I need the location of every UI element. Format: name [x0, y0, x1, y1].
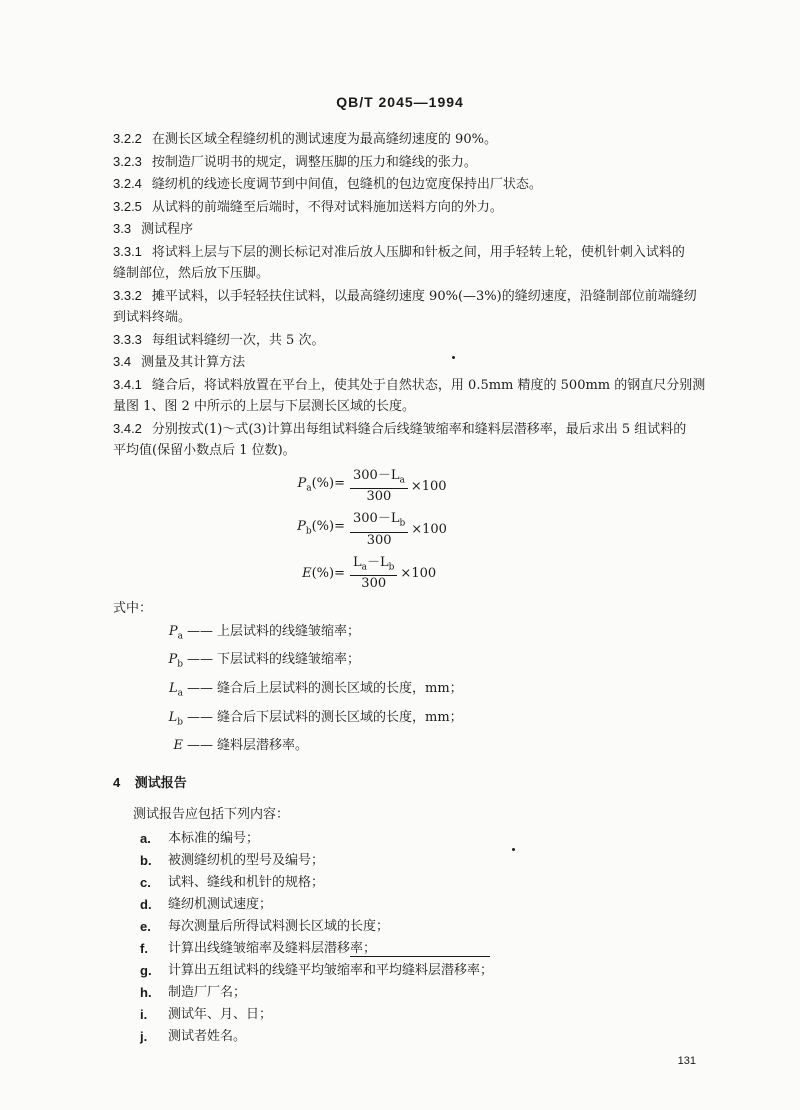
formula-denominator: 300 — [366, 489, 392, 505]
clause-text: 按制造厂说明书的规定，调整压脚的压力和缝线的张力。 — [151, 154, 477, 170]
report-intro: 测试报告应包括下列内容： — [133, 806, 290, 822]
formula-symbol: E — [302, 565, 312, 581]
formula-lhs — [113, 563, 347, 585]
item-label: a. — [140, 830, 151, 846]
numerator-text: 300－L — [353, 467, 400, 483]
definition-text: 上层试料的线缝皱缩率； — [217, 623, 361, 639]
formula-fraction — [350, 555, 397, 593]
definition-dash: —— — [187, 652, 213, 668]
clause-text: 分别按式(1)～式(3)计算出每组试料缝合后线缝皱缩率和缝料层潜移率，最后求出 5 组试料的 — [151, 421, 687, 437]
clause-line — [113, 128, 745, 151]
clause-text: 每组试料缝纫一次，共 5 次。 — [151, 332, 325, 348]
item-label: c. — [140, 874, 151, 890]
item-label: e. — [140, 918, 151, 934]
document-body — [113, 128, 745, 1048]
clause-number: 3.3.3 — [113, 331, 142, 347]
formula-row — [113, 511, 745, 549]
formula-numerator — [350, 511, 408, 533]
formula-tail: ×100 — [411, 522, 447, 538]
section-heading — [113, 772, 745, 794]
clause-continuation: 到试料终端。 — [113, 310, 192, 325]
clause-number: 3.2.3 — [113, 153, 142, 169]
formula-unit: (%)= — [311, 475, 345, 491]
symbol-letter: L — [168, 709, 178, 725]
list-item — [113, 850, 745, 872]
clause-number: 3.4.2 — [113, 420, 142, 436]
clause-line — [113, 374, 745, 397]
definition-text: 缝合后上层试料的测长区域的长度，mm； — [217, 680, 463, 696]
item-label: f. — [140, 940, 148, 956]
numerator-text: 300－L — [353, 511, 400, 527]
definition-text: 缝料层潜移率。 — [217, 738, 309, 754]
clause-text: 缝合后，将试料放置在平台上，使其处于自然状态，用 0.5mm 精度的 500mm 的钢直尺分别测 — [151, 377, 706, 393]
standard-header: QB/T 2045—1994 — [336, 94, 464, 110]
clause-text: 摊平试料，以手轻轻扶住试料，以最高缝纫速度 90%(—3%)的缝纫速度，沿缝制部位前端缝纫 — [151, 288, 697, 304]
clause-line — [113, 196, 745, 219]
scan-speck — [452, 356, 455, 359]
definition-row — [113, 677, 745, 706]
symbol-subscript: a — [177, 688, 183, 699]
formula-subscript: b — [305, 526, 312, 537]
scan-speck — [512, 848, 515, 851]
formula-denominator: 300 — [366, 532, 392, 548]
clause-text: 测试程序 — [141, 222, 194, 237]
symbol-subscript: b — [177, 717, 183, 728]
clause-number: 3.2.2 — [113, 131, 142, 146]
clause-number: 3.3.2 — [113, 287, 142, 303]
item-label: i. — [140, 1006, 148, 1022]
clause-number: 3.2.5 — [113, 198, 142, 214]
definition-symbol — [113, 734, 183, 758]
clause-line — [113, 351, 745, 374]
clause-continuation: 量图 1、图 2 中所示的上层与下层测长区域的长度。 — [113, 399, 415, 414]
formula-fraction — [350, 511, 408, 549]
item-label: h. — [140, 984, 152, 1000]
symbol-letter: L — [168, 680, 178, 696]
clause-line — [113, 218, 745, 241]
formula-row — [113, 555, 745, 593]
page-number: 131 — [677, 1055, 696, 1067]
symbol-subscript: b — [177, 659, 183, 670]
clause-list — [113, 128, 745, 462]
formula-symbol: P — [297, 519, 306, 535]
formula-subscript: a — [306, 483, 312, 494]
clause-line — [113, 151, 745, 174]
report-items — [113, 828, 745, 1048]
definition-dash: —— — [187, 709, 213, 725]
formula-symbol: P — [297, 475, 307, 491]
definition-list — [113, 620, 745, 758]
definition-symbol — [113, 677, 183, 706]
numerator-subscript: b — [388, 562, 395, 573]
clause-number: 3.2.4 — [113, 176, 142, 191]
clause-continuation: 平均值(保留小数点后 1 位数)。 — [113, 443, 296, 458]
clause-line — [113, 285, 745, 308]
item-text: 测试年、月、日； — [168, 1006, 273, 1022]
definition-symbol — [113, 706, 183, 735]
numerator-text: L — [353, 554, 362, 570]
definition-symbol — [113, 648, 183, 677]
clause-number: 3.4.1 — [113, 376, 142, 392]
list-item — [113, 960, 745, 982]
list-item — [113, 894, 745, 916]
symbol-letter: E — [173, 738, 183, 754]
where-label: 式中： — [113, 601, 153, 617]
definitions — [113, 598, 745, 758]
clause-line — [113, 241, 745, 264]
numerator-subscript: b — [399, 518, 406, 529]
list-item — [113, 872, 745, 894]
item-text: 测试者姓名。 — [168, 1028, 247, 1044]
item-label: j. — [140, 1028, 148, 1044]
clause-number: 3.4 — [113, 354, 132, 369]
list-item — [113, 982, 745, 1004]
item-text: 被测缝纫机的型号及编号； — [168, 852, 325, 868]
clause-continuation: 缝制部位，然后放下压脚。 — [113, 266, 270, 281]
formula-unit: (%)= — [311, 519, 345, 535]
clause-text: 在测长区域全程缝纫机的测试速度为最高缝纫速度的 90%。 — [151, 132, 497, 147]
formula-numerator — [350, 555, 397, 577]
numerator-subscript: a — [361, 562, 368, 573]
definition-symbol — [113, 620, 183, 649]
item-text: 每次测量后所得试料测长区域的长度； — [168, 918, 390, 934]
clause-line — [113, 418, 745, 441]
clause-line — [113, 173, 745, 196]
formula-denominator: 300 — [361, 576, 387, 592]
symbol-subscript: a — [177, 631, 183, 642]
list-item — [113, 1004, 745, 1026]
clause-text: 从试料的前端缝至后端时，不得对试料施加送料方向的外力。 — [151, 199, 503, 215]
definition-dash: —— — [187, 623, 213, 639]
item-text: 试料、缝线和机针的规格； — [168, 874, 325, 890]
formula-tail: ×100 — [410, 478, 447, 494]
clause-line — [113, 329, 745, 352]
list-item — [113, 828, 745, 850]
formula-lhs — [113, 516, 347, 543]
end-rule — [350, 956, 490, 957]
clause-number: 3.3.1 — [113, 243, 142, 259]
item-text: 缝纫机测试速度； — [168, 896, 273, 912]
symbol-letter: P — [168, 652, 178, 668]
symbol-letter: P — [168, 623, 178, 639]
report-list — [113, 802, 745, 1048]
list-item — [113, 1026, 745, 1048]
item-label: g. — [140, 962, 152, 978]
definition-row — [113, 648, 745, 677]
clause-number: 3.3 — [113, 221, 132, 236]
definition-row — [113, 734, 745, 758]
clause-text: 测量及其计算方法 — [141, 355, 246, 370]
formula-tail: ×100 — [400, 565, 437, 581]
formula-block — [113, 468, 745, 593]
item-label: b. — [140, 852, 152, 868]
item-text: 计算出线缝皱缩率及缝料层潜移率； — [168, 940, 377, 956]
formula-row — [113, 468, 745, 506]
section-title: 测试报告 — [134, 775, 187, 791]
formula-numerator — [350, 468, 408, 490]
section-number: 4 — [113, 775, 121, 791]
item-text: 制造厂厂名； — [168, 984, 247, 1000]
clause-text: 缝纫机的线迹长度调节到中间值，包缝机的包边宽度保持出厂状态。 — [151, 177, 542, 192]
formula-lhs — [113, 473, 347, 500]
definition-dash: —— — [187, 738, 213, 754]
formula-fraction — [350, 468, 408, 506]
list-item — [113, 916, 745, 938]
definition-text: 缝合后下层试料的测长区域的长度，mm； — [217, 709, 463, 725]
item-text: 计算出五组试料的线缝平均皱缩率和平均缝料层潜移率； — [168, 962, 494, 978]
formula-unit: (%)= — [311, 565, 345, 581]
clause-text: 将试料上层与下层的测长标记对准后放人压脚和针板之间，用手轻转上轮，使机针刺入试料的 — [151, 244, 685, 260]
definition-row — [113, 706, 745, 735]
definition-dash: —— — [187, 680, 213, 696]
numerator-subscript: a — [399, 475, 405, 486]
item-label: d. — [140, 896, 152, 912]
item-text: 本标准的编号； — [168, 830, 260, 846]
numerator-text: －L — [367, 554, 389, 570]
definition-text: 下层试料的线缝皱缩率； — [217, 652, 361, 668]
definition-row — [113, 620, 745, 649]
